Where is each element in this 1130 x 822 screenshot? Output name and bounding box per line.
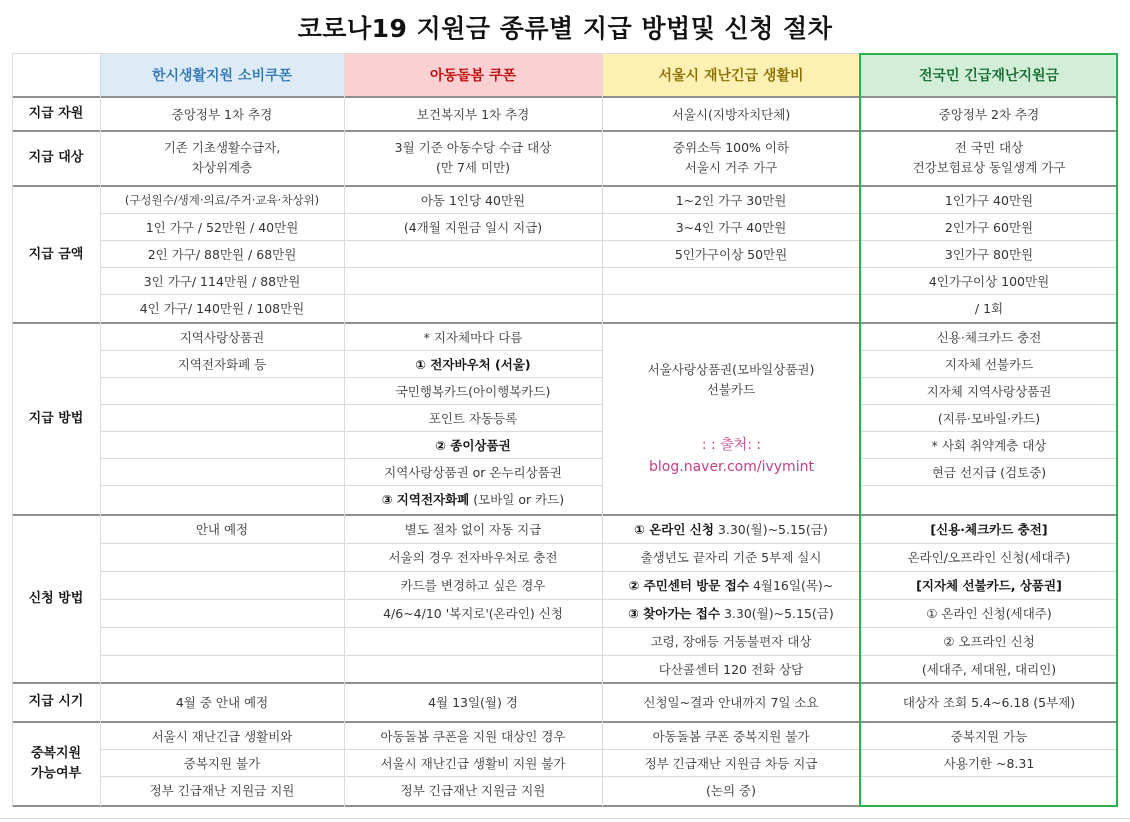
source-c2: 보건복지부 1차 추경: [416, 107, 530, 122]
dup-c3-line1: 아동돌봄 쿠폰 중복지원 불가: [652, 729, 810, 744]
method-c3-line1: 서울사랑상품권(모바일상품권): [647, 362, 815, 377]
dup-c4-line2: 사용기한 ~8.31: [943, 756, 1035, 771]
row-label-amount: 지급 금액: [28, 246, 84, 262]
row-label-apply: 신청 방법: [28, 591, 84, 606]
gridline: [12, 53, 13, 807]
section-divider: [12, 805, 1118, 807]
target-c2: [344, 133, 602, 183]
apply-c1-line1: 안내 예정: [195, 522, 249, 537]
source-credit-url: blog.naver.com/ivymint: [649, 459, 814, 475]
apply-c3-line2: 출생년도 끝자리 기준 5부제 실시: [640, 550, 822, 565]
amount-c4-line3: 3인가구 80만원: [944, 247, 1034, 262]
method-c2-line6: 지역사랑상품권 or 온누리상품권: [384, 465, 562, 480]
apply-c2-line1: 별도 절차 없이 자동 지급: [404, 522, 542, 537]
timing-c4: 대상자 조회 5.4~6.18 (5부제): [902, 695, 1076, 710]
method-c2-line7: [344, 486, 602, 513]
apply-c3-line4: [602, 600, 860, 627]
method-c2-line3: 국민행복카드(아이행복카드): [395, 384, 551, 399]
apply-c3-line1-bold: ① 온라인 신청: [634, 522, 714, 537]
amount-c2-line1: 아동 1인당 40만원: [420, 193, 526, 208]
gridline: [100, 294, 1118, 295]
page-title: 코로나19 지원금 종류별 지급 방법및 신청 절차: [297, 14, 833, 43]
method-c4-line5: * 사회 취약계층 대상: [931, 438, 1047, 453]
apply-c3-line4-bold: ③ 찾아가는 접수: [628, 606, 720, 621]
row-label-target: 지급 대상: [28, 150, 84, 165]
method-c1-line1: 지역사랑상품권: [179, 330, 265, 345]
amount-c4-line1: 1인가구 40만원: [944, 193, 1034, 208]
dup-c3-line3: (논의 중): [706, 783, 756, 798]
method-c4-line6: 현금 선지급 (검토중): [931, 465, 1047, 480]
row-label-duplicate-line1: 중복지원: [30, 746, 82, 761]
header-consumption-coupon: 한시생활지원 소비쿠폰: [100, 54, 344, 96]
method-c3-line2: 선불카드: [706, 382, 756, 397]
apply-c3-line1: [602, 516, 860, 543]
amount-c4-line2: 2인가구 60만원: [944, 220, 1034, 235]
source-credit-label: : : 출처: :: [701, 437, 762, 453]
gridline: [100, 350, 602, 351]
target-c1: [100, 133, 344, 183]
method-c3: [602, 355, 860, 405]
section-divider: [12, 96, 1118, 98]
row-label-timing: 지급 시기: [28, 694, 84, 709]
apply-c3-line4-rest: 3.30(월)~5.15(금): [719, 606, 834, 621]
section-divider: [12, 514, 1118, 516]
gridline: [860, 377, 1118, 378]
gridline: [860, 485, 1118, 486]
amount-c3-line2: 3~4인 가구 40만원: [675, 220, 787, 235]
gridline: [100, 267, 1118, 268]
target-c3: [602, 133, 860, 183]
gridline: [100, 213, 1118, 214]
apply-c2-line3: 카드를 변경하고 싶은 경우: [400, 578, 546, 593]
method-c2-line2-text: ① 전자바우처 (서울): [415, 357, 531, 372]
gridline: [860, 350, 1118, 351]
gridline: [860, 431, 1118, 432]
method-c2-line4: 포인트 자동등록: [428, 411, 518, 426]
header-child-care-coupon: 아동돌봄 쿠폰: [344, 54, 602, 96]
apply-c4-line1: [860, 516, 1118, 543]
method-c2-line5-text: ② 종이상품권: [435, 438, 511, 453]
dup-c1-line3: 정부 긴급재난 지원금 지원: [149, 783, 295, 798]
source-c1: 중앙정부 1차 추경: [171, 107, 273, 122]
apply-c4-line4: ① 온라인 신청(세대주): [926, 606, 1052, 621]
gridline: [100, 485, 602, 486]
gridline: [100, 599, 1118, 600]
timing-c1: 4월 중 안내 예정: [175, 695, 269, 710]
amount-c3-line3: 5인가구이상 50만원: [674, 247, 788, 262]
source-c3: 서울시(지방자치단체): [671, 107, 791, 122]
section-divider: [12, 130, 1118, 132]
gridline: [100, 655, 1118, 656]
gridline: [100, 571, 1118, 572]
apply-c4-line1-text: [신용·체크카드 충전]: [930, 522, 1048, 537]
gridline: [344, 53, 345, 807]
dup-c1-line1: 서울시 재난긴급 생활비와: [151, 729, 293, 744]
amount-c1-line4: 3인 가구/ 114만원 / 88만원: [143, 274, 301, 289]
apply-c4-line3: [860, 572, 1118, 599]
gridline: [100, 543, 1118, 544]
gridline: [100, 627, 1118, 628]
target-c2-line2: (만 7세 미만): [436, 160, 510, 175]
amount-c1-line1: (구성원수/생계·의료/주거·교육·차상위): [124, 193, 320, 207]
section-divider: [12, 185, 1118, 187]
amount-c1-line2: 1인 가구 / 52만원 / 40만원: [145, 220, 299, 235]
dup-c2-line3: 정부 긴급재난 지원금 지원: [400, 783, 546, 798]
gridline: [0, 818, 1130, 819]
gridline: [100, 404, 602, 405]
dup-c2-line1: 아동돌봄 쿠폰을 지원 대상인 경우: [380, 729, 566, 744]
header-national-disaster-fund: 전국민 긴급재난지원금: [860, 54, 1118, 96]
apply-c2-line2: 서울의 경우 전자바우처로 충전: [388, 550, 558, 565]
row-label-duplicate: [12, 723, 100, 805]
method-c1-line2: 지역전자화폐 등: [177, 357, 267, 372]
target-c4-line2: 건강보험료상 동일생계 가구: [912, 160, 1066, 175]
method-c2-line5: [344, 432, 602, 459]
source-c4: 중앙정부 2차 추경: [938, 107, 1040, 122]
gridline: [100, 240, 1118, 241]
gridline: [100, 458, 602, 459]
target-c4-line1: 전 국민 대상: [954, 140, 1024, 155]
method-c4-line1: 신용·체크카드 충전: [936, 330, 1042, 345]
apply-c3-line6: 다산콜센터 120 전화 상담: [658, 662, 804, 677]
amount-c1-line5: 4인 가구/ 140만원 / 108만원: [139, 301, 305, 316]
amount-c4-line4: 4인가구이상 100만원: [928, 274, 1050, 289]
target-c2-line1: 3월 기준 아동수당 수급 대상: [394, 140, 552, 155]
method-c4-line2: 지자체 선불카드: [944, 357, 1034, 372]
apply-c3-line3: [602, 572, 860, 599]
apply-c3-line5: 고령, 장애등 거동불편자 대상: [650, 634, 812, 649]
row-label-source: 지급 자원: [28, 106, 84, 121]
target-c3-line2: 서울시 거주 가구: [684, 160, 778, 175]
amount-c3-line1: 1~2인 가구 30만원: [675, 193, 787, 208]
row-label-method: 지급 방법: [28, 410, 84, 426]
gridline: [100, 776, 1118, 777]
target-c1-line2: 차상위계층: [191, 160, 253, 175]
apply-c3-line3-rest: 4월16일(목)~: [748, 578, 834, 593]
amount-c1-line3: 2인 가구/ 88만원 / 68만원: [147, 247, 297, 262]
apply-c4-line2: 온라인/오프라인 신청(세대주): [907, 550, 1071, 565]
section-divider: [12, 682, 1118, 684]
method-c2-line7-bold: ③ 지역전자화폐: [381, 492, 470, 507]
target-c3-line1: 중위소득 100% 이하: [672, 140, 790, 155]
target-c1-line1: 기존 기초생활수급자,: [163, 140, 281, 155]
row-label-duplicate-line2: 가능여부: [30, 766, 82, 781]
timing-c2: 4월 13일(월) 경: [428, 695, 518, 710]
method-c2-line1: * 지자체마다 다름: [423, 330, 523, 345]
section-divider: [12, 721, 1118, 723]
dup-c4-line1: 중복지원 가능: [950, 729, 1028, 744]
gridline: [860, 404, 1118, 405]
method-c2-line2: [344, 351, 602, 378]
gridline: [12, 53, 1118, 54]
apply-c4-line6: (세대주, 세대원, 대리인): [921, 662, 1057, 677]
apply-c2-line4: 4/6~4/10 '복지로'(온라인) 신청: [383, 606, 563, 621]
target-c4: [860, 133, 1118, 183]
dup-c2-line2: 서울시 재난긴급 생활비 지원 불가: [380, 756, 566, 771]
apply-c4-line5: ② 오프라인 신청: [943, 634, 1035, 649]
method-c4-line3: 지자체 지역사랑상품권: [926, 384, 1052, 399]
amount-c4-line5: / 1회: [974, 301, 1004, 316]
method-c2-line7-rest: (모바일 or 카드): [469, 492, 565, 507]
gridline: [100, 431, 602, 432]
header-seoul-emergency-fund: 서울시 재난긴급 생활비: [602, 54, 860, 96]
apply-c3-line1-rest: 3.30(월)~5.15(금): [713, 522, 828, 537]
gridline: [100, 749, 1118, 750]
dup-c3-line2: 정부 긴급재난 지원금 차등 지급: [644, 756, 818, 771]
gridline: [100, 377, 602, 378]
dup-c1-line2: 중복지원 불가: [183, 756, 261, 771]
apply-c3-line3-bold: ② 주민센터 방문 접수: [628, 578, 749, 593]
apply-c4-line3-text: [지자체 선불카드, 상품권]: [916, 578, 1062, 593]
gridline: [602, 53, 603, 807]
gridline: [100, 53, 101, 807]
amount-c2-line2: (4개월 지원금 일시 지급): [403, 220, 543, 235]
timing-c3: 신청일~결과 안내까지 7일 소요: [643, 695, 819, 710]
gridline: [860, 458, 1118, 459]
section-divider: [12, 322, 1118, 324]
method-c4-line4: (지류·모바일·카드): [937, 411, 1041, 426]
